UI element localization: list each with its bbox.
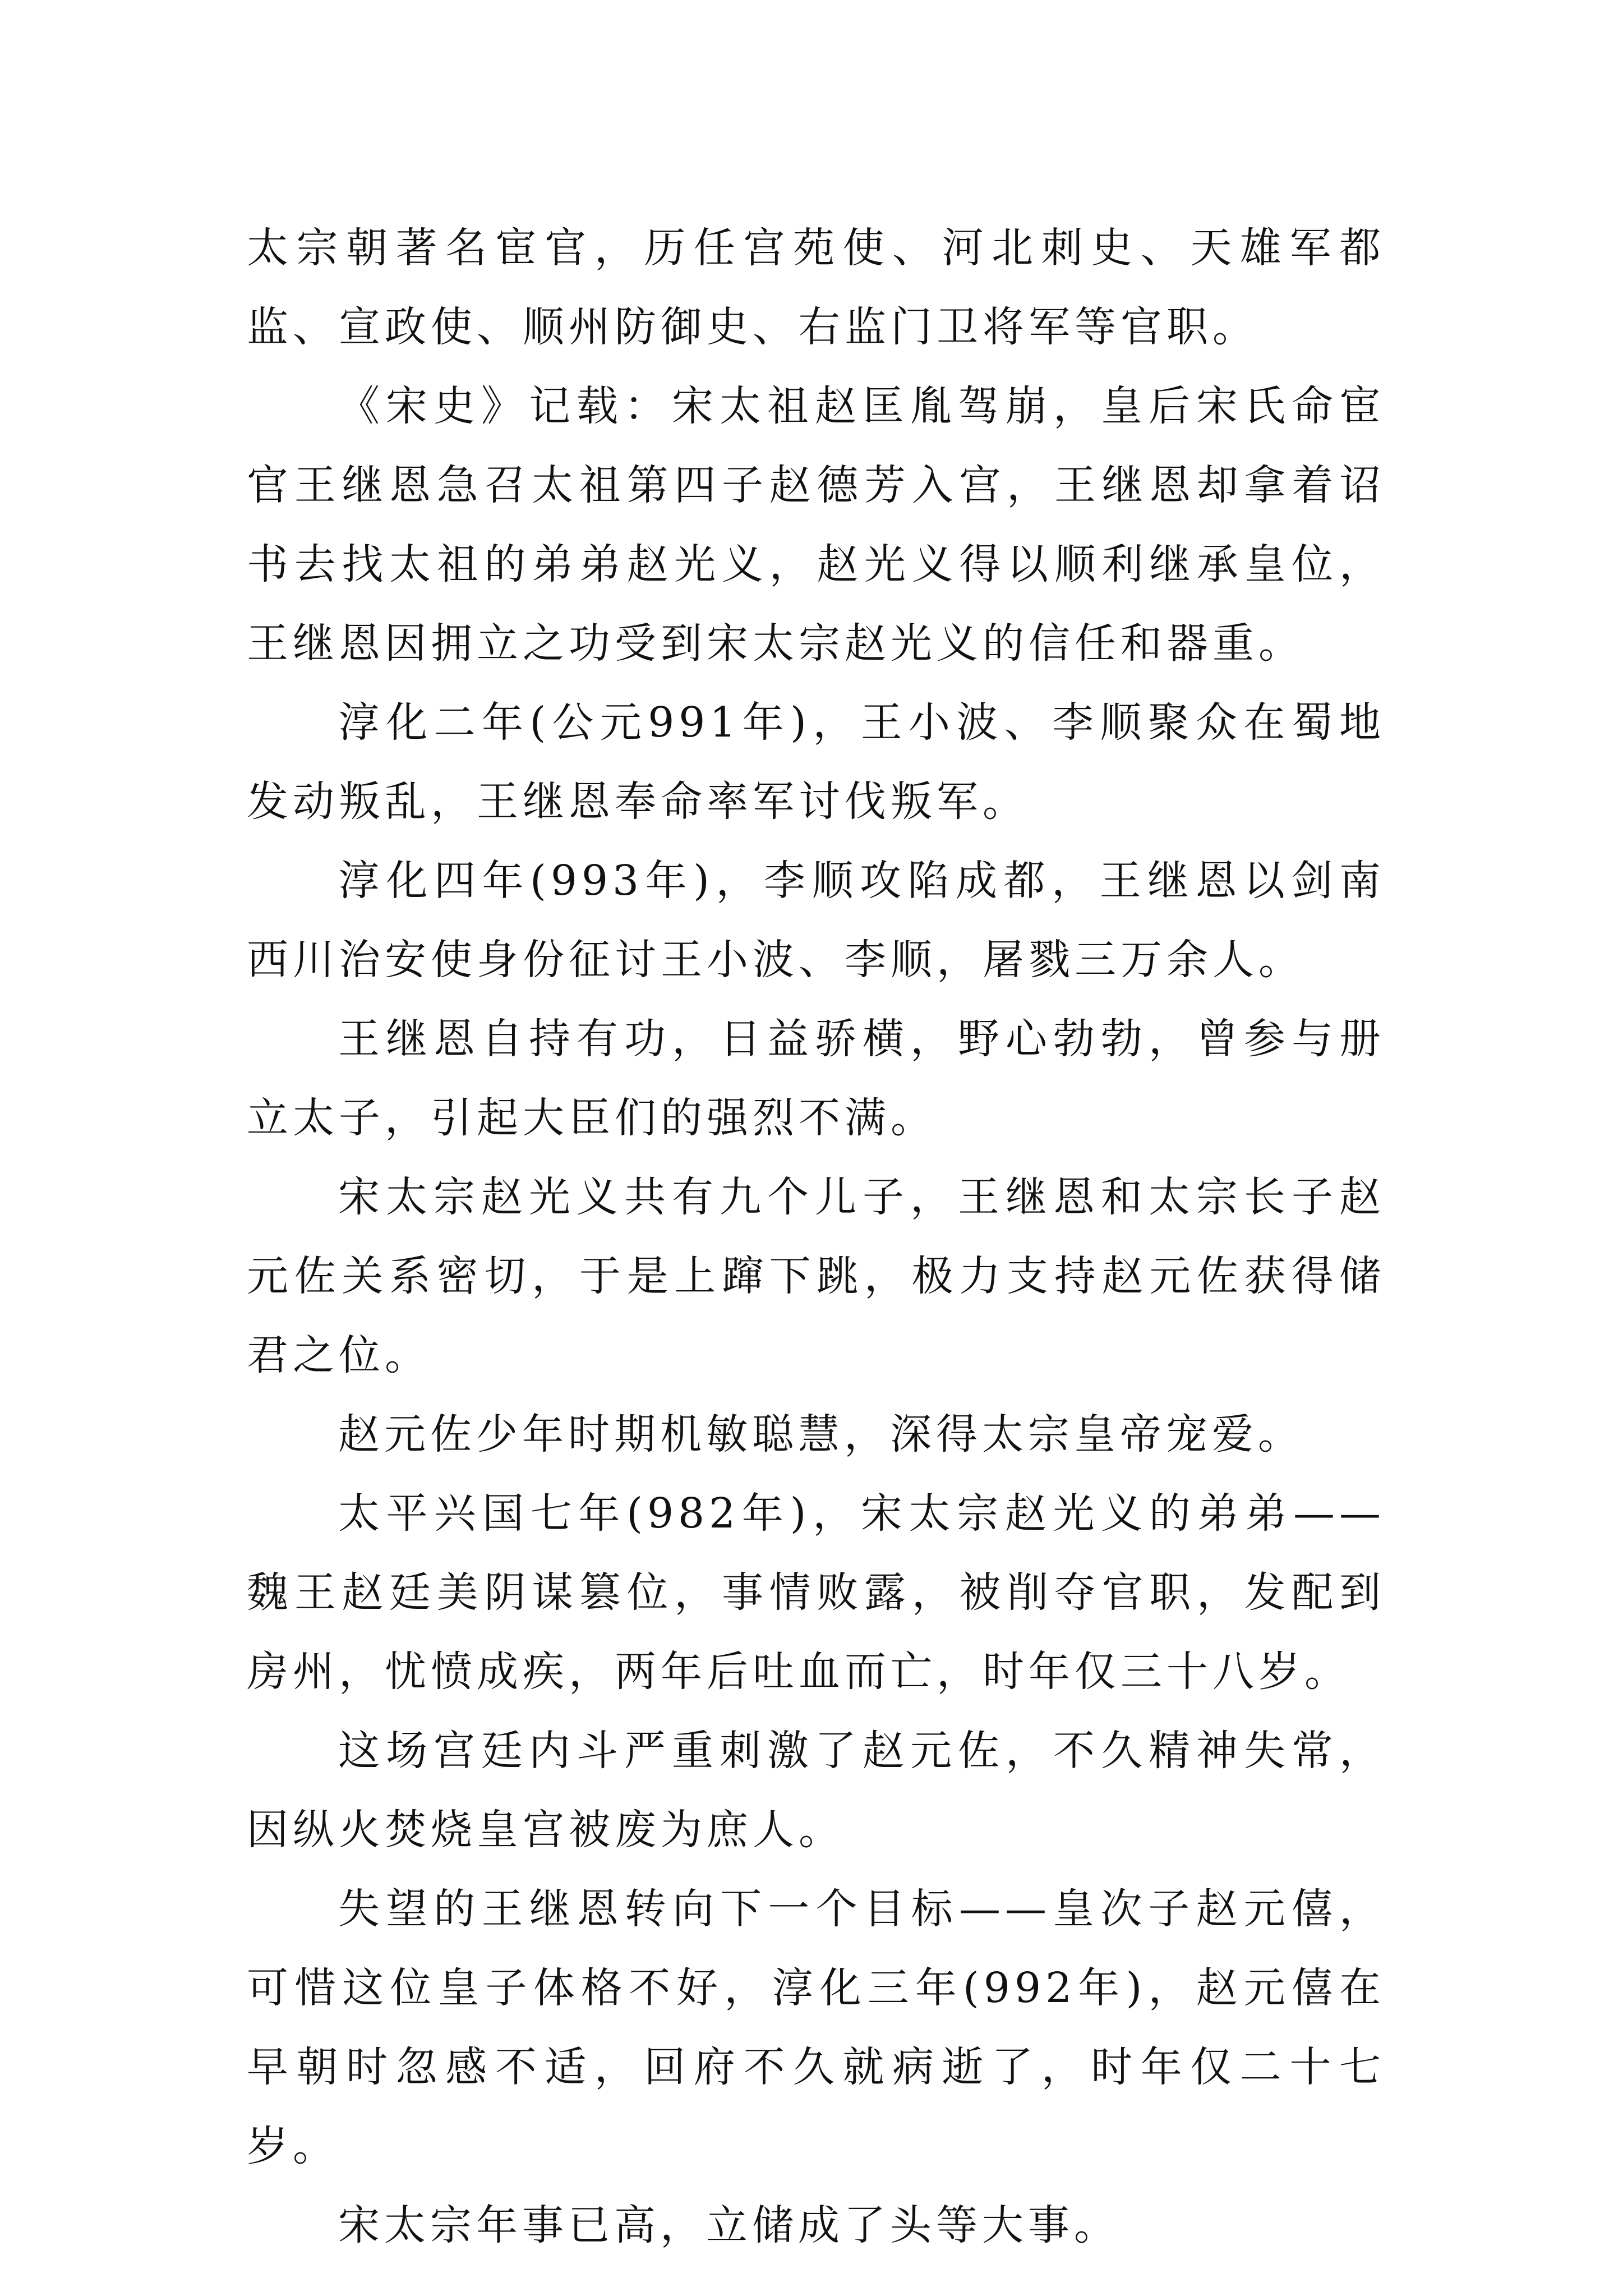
paragraph-1: 太宗朝著名宦官，历任宫苑使、河北刺史、天雄军都监、宣政使、顺州防御史、右监门卫将军等官职。	[247, 224, 1385, 351]
paragraph-9: 这场宫廷内斗严重刺激了赵元佐，不久精神失常，因纵火焚烧皇宫被废为庶人。	[247, 1727, 1385, 1854]
paragraph-2: 《宋史》记载：宋太祖赵匡胤驾崩，皇后宋氏命宦官王继恩急召太祖第四子赵德芳入宫，王继恩却拿着诏书去找太祖的弟弟赵光义，赵光义得以顺利继承皇位，王继恩因拥立之功受到宋太宗赵光义的信任和器重。	[247, 382, 1385, 668]
paragraph-10: 失望的王继恩转向下一个目标——皇次子赵元僖，可惜这位皇子体格不好，淳化三年(992年)，赵元僖在早朝时忽感不适，回府不久就病逝了，时年仅二十七岁。	[247, 1885, 1385, 2170]
paragraph-5: 王继恩自持有功，日益骄横，野心勃勃，曾参与册立太子，引起大臣们的强烈不满。	[247, 1015, 1385, 1142]
document-body	[247, 209, 1385, 2265]
paragraph-6: 宋太宗赵光义共有九个儿子，王继恩和太宗长子赵元佐关系密切，于是上蹿下跳，极力支持赵元佐获得储君之位。	[247, 1173, 1385, 1379]
paragraph-4: 淳化四年(993年)，李顺攻陷成都，王继恩以剑南西川治安使身份征讨王小波、李顺，屠戮三万余人。	[247, 857, 1385, 984]
paragraph-11: 宋太宗年事已高，立储成了头等大事。	[338, 2201, 1120, 2249]
paragraph-7: 赵元佐少年时期机敏聪慧，深得太宗皇帝宠爱。	[338, 1410, 1304, 1458]
paragraph-8: 太平兴国七年(982年)，宋太宗赵光义的弟弟——魏王赵廷美阴谋篡位，事情败露，被削夺官职，发配到房州，忧愤成疾，两年后吐血而亡，时年仅三十八岁。	[247, 1489, 1385, 1696]
paragraph-3: 淳化二年(公元991年)，王小波、李顺聚众在蜀地发动叛乱，王继恩奉命率军讨伐叛军。	[247, 698, 1385, 826]
